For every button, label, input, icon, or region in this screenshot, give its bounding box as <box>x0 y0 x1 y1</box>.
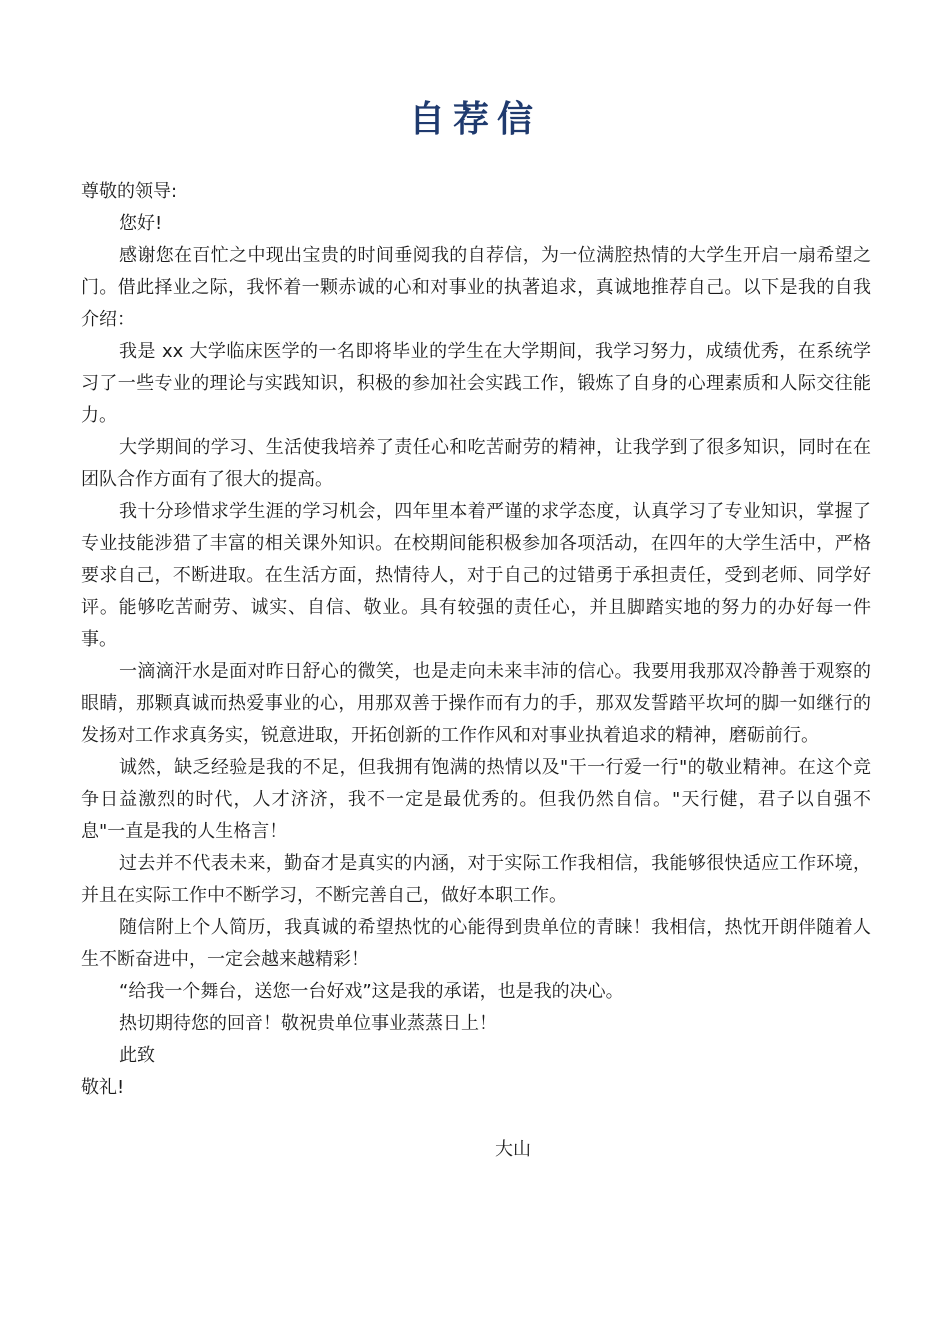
greeting: 您好! <box>119 213 163 234</box>
paragraph-5: 一滴滴汗水是面对昨日舒心的微笑，也是走向未来丰沛的信心。我要用我那双冷静善于观察的眼睛，那颗真诚而热爱事业的心，用那双善于操作而有力的手，那双发誓踏平坎坷的脚一如继行的发扬对工作求真务实，锐意进取，开拓创新的工作作风和对事业执着追求的精神，磨砺前行。 <box>81 661 871 746</box>
letter-body <box>81 176 871 1104</box>
paragraph-4: 我十分珍惜求学生涯的学习机会，四年里本着严谨的求学态度，认真学习了专业知识，掌握了专业技能涉猎了丰富的相关课外知识。在校期间能积极参加各项活动，在四年的大学生活中，严格要求自己，不断进取。在生活方面，热情待人，对于自己的过错勇于承担责任，受到老师、同学好评。能够吃苦耐劳、诚实、自信、敬业。具有较强的责任心，并且脚踏实地的努力的办好每一件事。 <box>81 501 871 650</box>
paragraph-2: 我是 xx 大学临床医学的一名即将毕业的学生在大学期间，我学习努力，成绩优秀，在系统学习了一些专业的理论与实践知识，积极的参加社会实践工作，锻炼了自身的心理素质和人际交往能力。 <box>81 341 871 426</box>
paragraph-8: 随信附上个人简历，我真诚的希望热忱的心能得到贵单位的青睐！我相信，热忱开朗伴随着人生不断奋进中，一定会越来越精彩！ <box>81 917 871 970</box>
document-title: 自荐信 <box>408 99 541 140</box>
paragraph-3: 大学期间的学习、生活使我培养了责任心和吃苦耐劳的精神，让我学到了很多知识，同时在在团队合作方面有了很大的提高。 <box>81 437 871 490</box>
salutation: 尊敬的领导: <box>81 181 178 202</box>
closing: 此致 <box>119 1045 155 1066</box>
paragraph-9: “给我一个舞台，送您一台好戏”这是我的承诺，也是我的决心。 <box>119 981 624 1002</box>
paragraph-7: 过去并不代表未来，勤奋才是真实的内涵，对于实际工作我相信，我能够很快适应工作环境，并且在实际工作中不断学习，不断完善自己，做好本职工作。 <box>81 853 871 906</box>
paragraph-10: 热切期待您的回音！敬祝贵单位事业蒸蒸日上！ <box>119 1013 497 1034</box>
paragraph-1: 感谢您在百忙之中现出宝贵的时间垂阅我的自荐信，为一位满腔热情的大学生开启一扇希望之门。借此择业之际，我怀着一颗赤诚的心和对事业的执著追求，真诚地推荐自己。以下是我的自我介绍： <box>81 245 871 330</box>
paragraph-6: 诚然，缺乏经验是我的不足，但我拥有饱满的热情以及"干一行爱一行"的敬业精神。在这个竞争日益激烈的时代，人才济济，我不一定是最优秀的。但我仍然自信。"天行健，君子以自强不息"一直是我的人生格言！ <box>81 757 871 842</box>
regards: 敬礼! <box>81 1077 125 1098</box>
signature: 大山 <box>495 1139 531 1160</box>
